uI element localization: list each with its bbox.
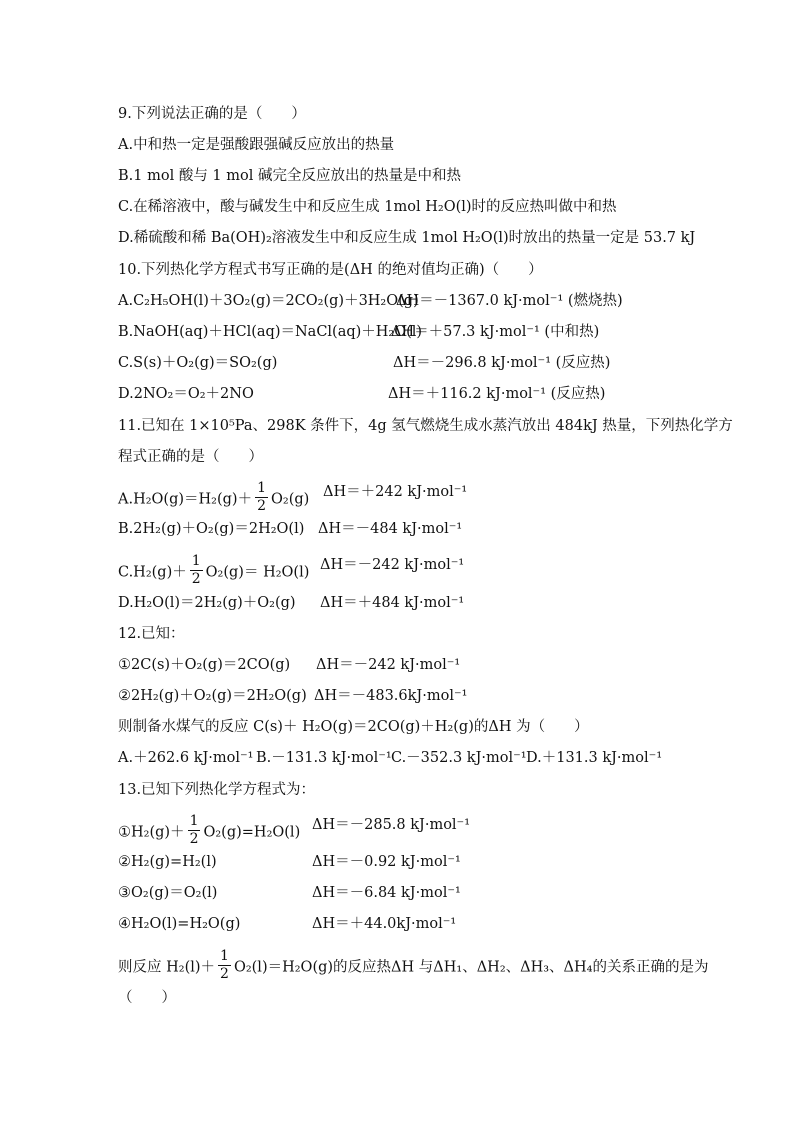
q13-stem: 13.已知下列热化学方程式为：: [118, 782, 316, 798]
q10-a-enthalpy: ΔH＝－1367.0 kJ·mol⁻¹ (燃烧热): [396, 293, 623, 309]
q11-a-equation: A.H₂O(g)＝H₂(g)＋ $\frac{1}{2}$ O₂(g): [118, 480, 310, 514]
q12-r2-equation: ②2H₂(g)＋O₂(g)＝2H₂O(g): [118, 688, 307, 704]
q12-question: 则制备水煤气的反应 C(s)＋ H₂O(g)＝2CO(g)＋H₂(g)的ΔH 为（ ）: [118, 719, 589, 735]
q10-d-enthalpy: ΔH＝＋116.2 kJ·mol⁻¹ (反应热): [388, 386, 606, 402]
q11-c-equation: C.H₂(g)＋ $\frac{1}{2}$ O₂(g)＝ H₂O(l): [118, 553, 310, 587]
q10-stem: 10.下列热化学方程式书写正确的是(ΔH 的绝对值均正确)（ ）: [118, 262, 543, 278]
q11-d-equation: D.H₂O(l)＝2H₂(g)＋O₂(g): [118, 595, 296, 611]
fraction-half: $\frac{1}{2}$: [257, 480, 266, 514]
q13-r3-equation: ③O₂(g)＝O₂(l): [118, 885, 218, 901]
q11-b-equation: B.2H₂(g)＋O₂(g)＝2H₂O(l): [118, 521, 305, 537]
q9-option-a: A.中和热一定是强酸跟强碱反应放出的热量: [118, 137, 395, 153]
q13-r3-enthalpy: ΔH＝－6.84 kJ·mol⁻¹: [312, 885, 461, 901]
q13-question-text: 则反应 H₂(l)＋ $\frac{1}{2}$ O₂(l)＝H₂O(g)的反应热ΔH 与ΔH₁、ΔH₂、ΔH₃、ΔH₄的关系正确的是为: [118, 948, 709, 982]
q11-a-enthalpy: ΔH＝＋242 kJ·mol⁻¹: [323, 484, 468, 500]
q10-c-enthalpy: ΔH＝－296.8 kJ·mol⁻¹ (反应热): [393, 355, 611, 371]
q12-r2-enthalpy: ΔH＝－483.6kJ·mol⁻¹: [314, 688, 468, 704]
q9-stem: 9.下列说法正确的是（ ）: [118, 106, 306, 122]
q13-answer-paren: （ ）: [118, 990, 176, 1006]
q10-b-equation: B.NaOH(aq)＋HCl(aq)＝NaCl(aq)＋H₂O(l): [118, 324, 423, 340]
q12-option-c: C.－352.3 kJ·mol⁻¹: [391, 750, 527, 766]
q13-r2-enthalpy: ΔH＝－0.92 kJ·mol⁻¹: [312, 854, 461, 870]
q12-option-d: D.＋131.3 kJ·mol⁻¹: [526, 750, 663, 766]
q11-d-enthalpy: ΔH＝＋484 kJ·mol⁻¹: [320, 595, 465, 611]
q11-c-enthalpy: ΔH＝－242 kJ·mol⁻¹: [320, 557, 465, 573]
q11-stem-line1: 11.已知在 1×10⁵Pa、298K 条件下，4g 氢气燃烧生成水蒸汽放出 484kJ 热量，下列热化学方: [118, 418, 733, 434]
q13-r2-equation: ②H₂(g)=H₂(l): [118, 854, 217, 870]
q11-b-enthalpy: ΔH＝－484 kJ·mol⁻¹: [318, 521, 463, 537]
q9-option-b: B.1 mol 酸与 1 mol 碱完全反应放出的热量是中和热: [118, 168, 461, 184]
q12-r1-equation: ①2C(s)＋O₂(g)＝2CO(g): [118, 657, 291, 673]
q13-r4-equation: ④H₂O(l)=H₂O(g): [118, 916, 241, 932]
fraction-half: $\frac{1}{2}$: [191, 553, 201, 587]
fraction-half: $\frac{1}{2}$: [189, 813, 199, 847]
q11-stem-line2: 程式正确的是（ ）: [118, 449, 263, 465]
q13-r1-enthalpy: ΔH＝－285.8 kJ·mol⁻¹: [312, 817, 471, 833]
q9-option-c: C.在稀溶液中，酸与碱发生中和反应生成 1mol H₂O(l)时的反应热叫做中和热: [118, 199, 617, 215]
q12-r1-enthalpy: ΔH＝－242 kJ·mol⁻¹: [316, 657, 461, 673]
q9-option-d: D.稀硫酸和稀 Ba(OH)₂溶液发生中和反应生成 1mol H₂O(l)时放出的热量一定是 53.7 kJ: [118, 230, 696, 246]
q10-b-enthalpy: ΔH＝＋57.3 kJ·mol⁻¹ (中和热): [391, 324, 600, 340]
q13-r4-enthalpy: ΔH＝＋44.0kJ·mol⁻¹: [312, 916, 457, 932]
q10-c-equation: C.S(s)＋O₂(g)＝SO₂(g): [118, 355, 278, 371]
q10-d-equation: D.2NO₂＝O₂＋2NO: [118, 386, 254, 402]
q13-r1-equation: ①H₂(g)＋ $\frac{1}{2}$ O₂(g)=H₂O(l): [118, 813, 301, 847]
q12-stem: 12.已知：: [118, 626, 185, 642]
fraction-half: $\frac{1}{2}$: [220, 948, 229, 982]
q12-option-a: A.＋262.6 kJ·mol⁻¹: [118, 750, 254, 766]
q10-a-equation: A.C₂H₅OH(l)＋3O₂(g)＝2CO₂(g)＋3H₂O(g): [118, 293, 419, 309]
q12-option-b: B.－131.3 kJ·mol⁻¹: [256, 750, 392, 766]
